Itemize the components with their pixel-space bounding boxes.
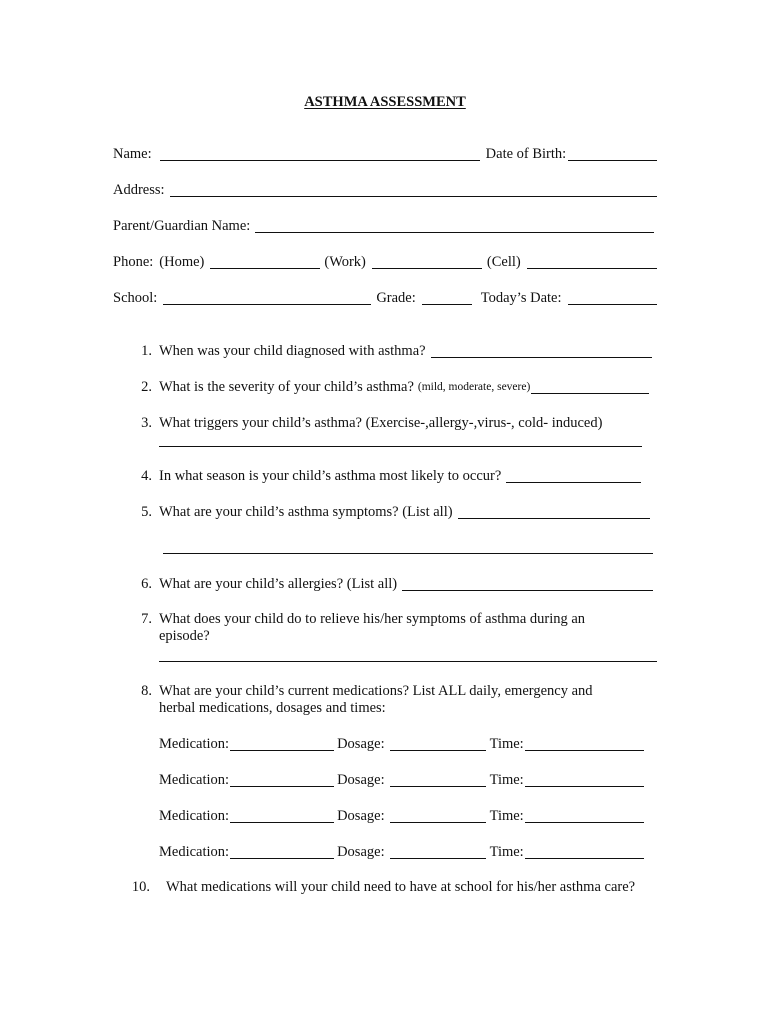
- medication-4-field[interactable]: [230, 844, 334, 859]
- medication-label: Medication:: [159, 736, 230, 752]
- question-number: 5.: [141, 504, 152, 520]
- time-2-field[interactable]: [525, 772, 644, 787]
- question-text-continued: herbal medications, dosages and times:: [159, 700, 386, 716]
- dosage-1-field[interactable]: [390, 736, 486, 751]
- name-row: [113, 146, 657, 163]
- question-number: 7.: [141, 611, 152, 627]
- question-text: What are your child’s asthma symptoms? (List all): [159, 504, 453, 520]
- dosage-label: Dosage:: [337, 844, 385, 860]
- medication-2-field[interactable]: [230, 772, 334, 787]
- question-number: 4.: [141, 468, 152, 484]
- address-field[interactable]: [170, 182, 657, 197]
- grade-field[interactable]: [422, 290, 472, 305]
- dosage-label: Dosage:: [337, 772, 385, 788]
- medication-row-4: [159, 844, 644, 861]
- question-5-answer-line[interactable]: [163, 553, 653, 554]
- home-phone-field[interactable]: [210, 254, 320, 269]
- today-label: Today’s Date:: [480, 290, 562, 306]
- question-number: 1.: [141, 343, 152, 359]
- question-number: 2.: [141, 379, 152, 395]
- question-text: What are your child’s current medications? List ALL daily, emergency and: [159, 683, 593, 699]
- question-text: What triggers your child’s asthma? (Exercise-,allergy-,virus-, cold- induced): [159, 415, 603, 431]
- question-text: What medications will your child need to have at school for his/her asthma care?: [166, 879, 636, 895]
- question-text: In what season is your child’s asthma most likely to occur?: [159, 468, 502, 484]
- question-4-answer[interactable]: [506, 468, 641, 483]
- medication-1-field[interactable]: [230, 736, 334, 751]
- medication-3-field[interactable]: [230, 808, 334, 823]
- question-number: 10.: [131, 879, 150, 895]
- name-label: Name:: [113, 146, 152, 162]
- form-title: ASTHMA ASSESSMENT: [304, 94, 466, 110]
- question-text-continued: episode?: [159, 628, 210, 644]
- address-label: Address:: [113, 182, 165, 198]
- question-text: What does your child do to relieve his/her symptoms of asthma during an: [159, 611, 586, 627]
- dob-field[interactable]: [568, 146, 657, 161]
- time-label: Time:: [489, 844, 524, 860]
- question-number: 3.: [141, 415, 152, 431]
- question-number: 6.: [141, 576, 152, 592]
- medication-row-3: [159, 808, 644, 825]
- severity-options-note: (mild, moderate, severe): [417, 381, 531, 393]
- time-4-field[interactable]: [525, 844, 644, 859]
- medication-label: Medication:: [159, 844, 230, 860]
- time-3-field[interactable]: [525, 808, 644, 823]
- phone-label: Phone:: [113, 254, 154, 270]
- work-label: (Work): [324, 254, 366, 270]
- question-text: What is the severity of your child’s asthma?: [159, 379, 414, 395]
- question-3-answer-line[interactable]: [159, 446, 642, 447]
- school-row: [113, 290, 657, 307]
- question-5-answer[interactable]: [458, 504, 650, 519]
- medication-row-1: [159, 736, 644, 753]
- question-6-answer[interactable]: [402, 576, 653, 591]
- question-number: 8.: [141, 683, 152, 699]
- today-date-field[interactable]: [568, 290, 658, 305]
- parent-field[interactable]: [255, 218, 654, 233]
- grade-label: Grade:: [376, 290, 416, 306]
- time-1-field[interactable]: [525, 736, 644, 751]
- school-label: School:: [113, 290, 158, 306]
- dosage-2-field[interactable]: [390, 772, 486, 787]
- dosage-label: Dosage:: [337, 808, 385, 824]
- name-field[interactable]: [160, 146, 480, 161]
- parent-label: Parent/Guardian Name:: [113, 218, 251, 234]
- question-text: When was your child diagnosed with asthma?: [159, 343, 426, 359]
- time-label: Time:: [489, 772, 524, 788]
- question-text: What are your child’s allergies? (List all): [159, 576, 398, 592]
- phone-row: [113, 254, 657, 271]
- dosage-label: Dosage:: [337, 736, 385, 752]
- time-label: Time:: [489, 808, 524, 824]
- time-label: Time:: [489, 736, 524, 752]
- question-2-answer[interactable]: [531, 379, 649, 394]
- dosage-3-field[interactable]: [390, 808, 486, 823]
- work-phone-field[interactable]: [372, 254, 482, 269]
- question-7-answer-line[interactable]: [159, 661, 657, 662]
- medication-label: Medication:: [159, 808, 230, 824]
- dosage-4-field[interactable]: [390, 844, 486, 859]
- home-label: (Home): [159, 254, 205, 270]
- medication-label: Medication:: [159, 772, 230, 788]
- question-1-answer[interactable]: [431, 343, 652, 358]
- address-row: [113, 182, 657, 199]
- cell-label: (Cell): [486, 254, 521, 270]
- medication-row-2: [159, 772, 644, 789]
- parent-row: [113, 218, 654, 235]
- dob-label: Date of Birth:: [485, 146, 567, 162]
- cell-phone-field[interactable]: [527, 254, 657, 269]
- school-field[interactable]: [163, 290, 371, 305]
